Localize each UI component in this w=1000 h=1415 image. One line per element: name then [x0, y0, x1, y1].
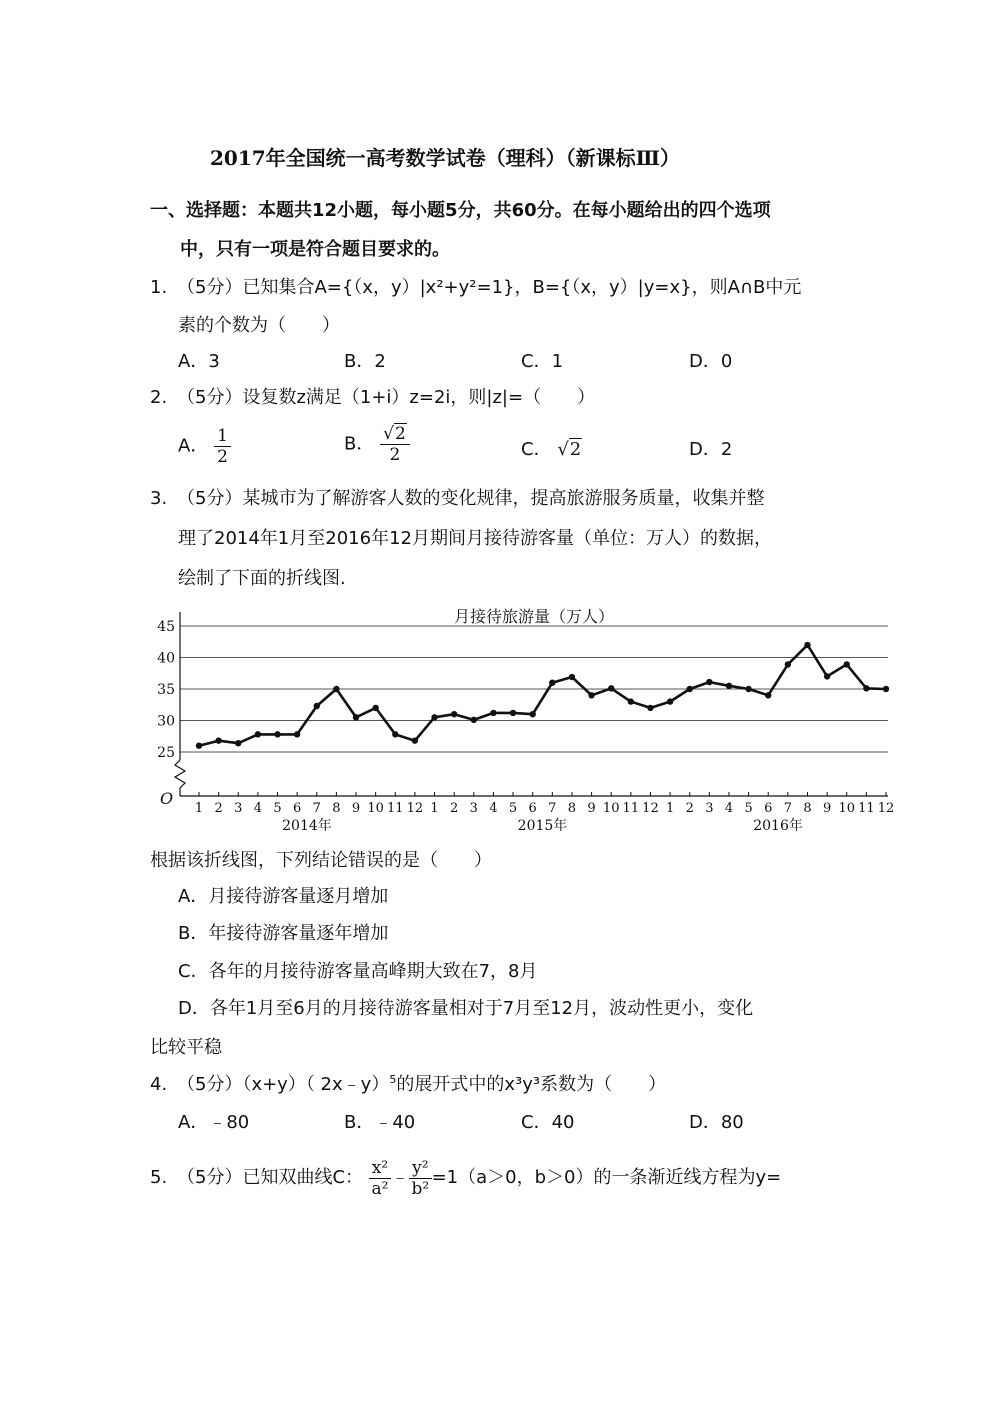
x-tick-label: 11 [387, 801, 404, 816]
data-point [353, 714, 359, 720]
data-point [294, 731, 300, 737]
q4-option-c: C．40 [521, 1112, 575, 1133]
chart-background [148, 604, 908, 834]
q3-question: 根据该折线图，下列结论错误的是（ ） [150, 850, 492, 871]
year-label-3: 2016年 [753, 818, 803, 834]
y-tick-label-30: 30 [157, 713, 175, 730]
x-tick-label: 2 [214, 801, 223, 816]
x-tick-label: 6 [764, 801, 773, 816]
q3-stem-line1: （5分）某城市为了解游客人数的变化规律，提高旅游服务质量，收集并整 [177, 488, 765, 509]
data-point [785, 661, 791, 667]
q1-stem-line1: （5分）已知集合A={（x，y）|x²+y²=1}，B={（x，y）|y=x}，则A∩B中元 [177, 277, 802, 298]
q2-option-b-radicand: 2 [394, 424, 406, 444]
data-point [608, 685, 614, 691]
data-point [451, 711, 457, 717]
x-tick-label: 4 [489, 801, 498, 816]
x-tick-label: 9 [351, 801, 361, 816]
q1-number: 1. [150, 277, 168, 298]
data-point [844, 661, 850, 667]
chart-title: 月接待旅游量（万人） [453, 607, 615, 626]
q5-stem-post: =1（a＞0，b＞0）的一条渐近线方程为y= [431, 1167, 782, 1188]
q5-fraction-x-denominator: a² [371, 1178, 389, 1199]
x-tick-label: 3 [234, 801, 243, 816]
q4-option-d: D．80 [689, 1112, 744, 1133]
x-tick-label: 5 [273, 801, 282, 816]
x-tick-label: 6 [528, 801, 537, 816]
data-point [431, 714, 437, 720]
x-tick-label: 8 [567, 801, 577, 816]
q4-number: 4. [150, 1074, 168, 1095]
y-tick-label-45: 45 [157, 619, 175, 635]
data-point [667, 698, 673, 704]
x-tick-label: 3 [469, 801, 478, 816]
q2-option-b [344, 424, 410, 465]
year-label-2: 2015年 [517, 818, 568, 834]
x-tick-label: 10 [838, 801, 856, 816]
q2-option-a-denominator: 2 [217, 447, 228, 467]
q2-option-a [178, 426, 231, 467]
data-point [490, 710, 496, 716]
data-point [196, 743, 202, 749]
q3-option-d-line1: D．各年1月至6月的月接待游客量相对于7月至12月，波动性更小，变化 [178, 998, 754, 1019]
q2-option-b-label: B． [344, 433, 375, 455]
sqrt-icon: √ [557, 439, 569, 460]
x-tick-label: 5 [508, 801, 518, 816]
x-tick-label: 1 [665, 801, 675, 816]
data-point [549, 680, 555, 686]
q2-option-b-numerator [380, 424, 410, 445]
data-point [687, 686, 693, 692]
x-tick-label: 2 [450, 801, 459, 816]
x-tick-label: 1 [430, 801, 439, 816]
q2-option-a-fraction [214, 426, 231, 467]
x-tick-label: 10 [367, 801, 384, 816]
data-point [471, 717, 477, 723]
q2-option-b-denominator: 2 [389, 445, 401, 465]
q2-number: 2. [150, 387, 168, 408]
q4-stem [177, 1073, 666, 1097]
data-point [510, 710, 516, 716]
q5-fraction-y-numerator: y² [409, 1158, 431, 1179]
q2-option-d: D．2 [689, 439, 733, 460]
y-tick-label-40: 40 [157, 650, 175, 667]
data-point [274, 731, 280, 737]
section-heading-line1: 一、选择题：本题共12小题，每小题5分，共60分。在每小题给出的四个选项 [150, 200, 771, 221]
data-point [314, 703, 320, 709]
data-point [588, 692, 594, 698]
x-tick-label: 12 [642, 801, 659, 816]
q4-exponent: 5 [389, 1073, 397, 1086]
q3-stem-line2: 理了2014年1月至2016年12月期间月接待游客量（单位：万人）的数据， [178, 528, 772, 549]
q2-option-c [521, 438, 582, 462]
x-tick-label: 12 [877, 801, 895, 816]
data-point [883, 686, 889, 692]
q3-option-b: B．年接待游客量逐年增加 [178, 923, 389, 944]
x-tick-label: 10 [602, 801, 620, 816]
q4-option-b: B．﹣40 [344, 1112, 416, 1133]
q5-fraction-x-numerator: x² [369, 1158, 391, 1179]
q5-fraction-y [409, 1158, 431, 1199]
x-tick-label: 6 [293, 801, 302, 816]
q4-stem-part1: （5分）（x+y）（ 2x﹣y） [177, 1074, 390, 1095]
x-tick-label: 7 [783, 801, 792, 816]
data-point [529, 711, 535, 717]
q2-stem: （5分）设复数z满足（1+i）z=2i，则|z|=（ ） [177, 387, 596, 408]
sqrt-icon: √ [383, 424, 394, 444]
data-point [628, 698, 634, 704]
data-point [333, 686, 339, 692]
page-title: 2017年全国统一高考数学试卷（理科）（新课标Ⅲ） [210, 146, 681, 170]
x-tick-label: 2 [685, 801, 694, 816]
q2-option-a-numerator: 1 [214, 426, 231, 447]
x-tick-label: 7 [312, 801, 321, 816]
data-point [647, 705, 653, 711]
x-tick-label: 4 [724, 801, 734, 816]
q1-option-a: A．3 [178, 351, 220, 372]
q2-option-c-label: C． [521, 439, 552, 460]
x-tick-label: 8 [803, 801, 812, 816]
q3-option-d-line2: 比较平稳 [150, 1037, 222, 1058]
x-tick-label: 1 [194, 801, 204, 816]
x-tick-label: 11 [858, 801, 875, 816]
y-tick-label-35: 35 [157, 682, 175, 698]
y-tick-label-25: 25 [157, 745, 175, 761]
data-point [215, 737, 221, 743]
q2-option-a-label: A． [178, 435, 209, 457]
x-tick-label: 11 [622, 801, 640, 816]
x-tick-label: 5 [744, 801, 753, 816]
x-tick-label: 8 [332, 801, 341, 816]
q1-stem-line2: 素的个数为（ ） [178, 315, 340, 336]
data-point [706, 679, 712, 685]
data-point [745, 686, 751, 692]
q3-option-c: C．各年的月接待游客量高峰期大致在7，8月 [178, 961, 538, 982]
data-point [765, 692, 771, 698]
q3-number: 3. [150, 488, 168, 509]
q5-number: 5. [150, 1167, 168, 1188]
data-point [412, 737, 418, 743]
data-point [235, 740, 241, 746]
section-heading-line2: 中，只有一项是符合题目要求的。 [180, 239, 450, 260]
q5-fraction-x [369, 1158, 391, 1199]
q2-option-c-sqrt [557, 438, 582, 460]
q3-stem-line3: 绘制了下面的折线图. [178, 568, 346, 589]
q4-option-a: A．﹣80 [178, 1112, 250, 1133]
q5-stem [177, 1155, 781, 1201]
line-chart [148, 604, 908, 834]
data-point [726, 683, 732, 689]
origin-label: O [160, 789, 174, 808]
data-point [824, 673, 830, 679]
data-point [863, 685, 869, 691]
q5-fraction-y-denominator: b² [411, 1178, 430, 1199]
q1-option-d: D．0 [689, 351, 733, 372]
data-point [569, 674, 575, 680]
q5-minus: ﹣ [391, 1167, 410, 1188]
x-tick-label: 9 [822, 801, 832, 816]
data-point [255, 731, 261, 737]
x-tick-label: 12 [406, 801, 424, 816]
q1-option-c: C．1 [521, 351, 564, 372]
x-tick-label: 3 [705, 801, 714, 816]
x-tick-label: 4 [253, 801, 263, 816]
data-point [372, 705, 378, 711]
q3-option-a: A．月接待游客量逐月增加 [178, 886, 389, 907]
data-point [392, 731, 398, 737]
q5-stem-pre: （5分）已知双曲线C： [177, 1167, 364, 1188]
data-point [804, 642, 810, 648]
q2-option-c-radicand: 2 [569, 439, 582, 460]
q4-stem-part2: 的展开式中的x³y³系数为（ ） [396, 1074, 667, 1095]
x-tick-label: 9 [587, 801, 596, 816]
x-tick-label: 7 [548, 801, 557, 816]
q1-option-b: B．2 [344, 351, 386, 372]
year-label-1: 2014年 [282, 818, 332, 834]
q2-option-b-fraction [380, 424, 410, 465]
